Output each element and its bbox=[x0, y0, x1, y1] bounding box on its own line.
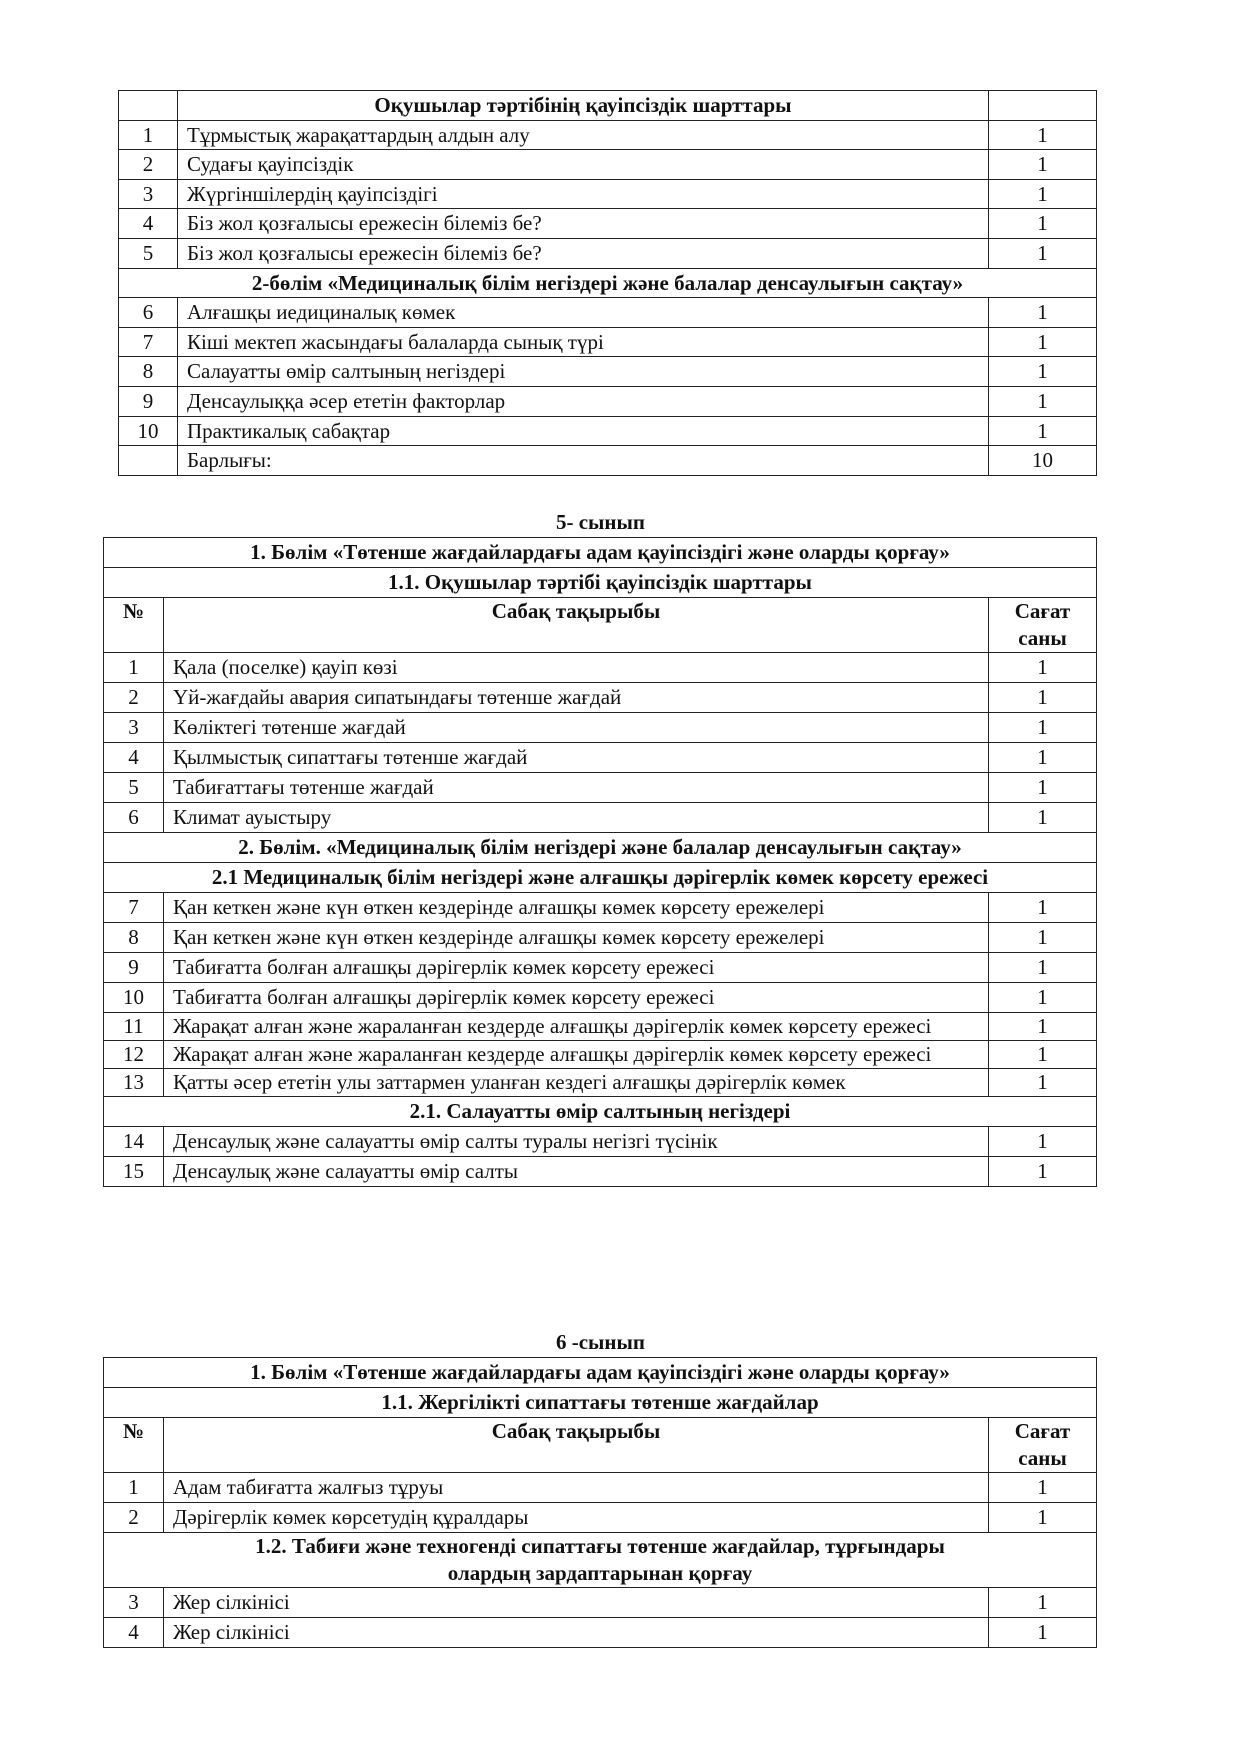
row-hours: 1 bbox=[989, 120, 1097, 150]
total-label: Барлығы: bbox=[178, 446, 989, 476]
row-number: 2 bbox=[104, 683, 164, 713]
blank-cell bbox=[989, 91, 1097, 121]
section-row bbox=[104, 833, 1097, 863]
row-hours: 1 bbox=[989, 1041, 1097, 1069]
col-header-number: № bbox=[104, 598, 164, 653]
row-topic: Біз жол қозғалысы ережесін білеміз бе? bbox=[178, 238, 989, 268]
row-number: 10 bbox=[119, 416, 178, 446]
row-topic: Қан кеткен және күн өткен кездерінде алғашқы көмек көрсету ережелері bbox=[164, 893, 989, 923]
row-hours: 1 bbox=[989, 683, 1097, 713]
table-row bbox=[104, 953, 1097, 983]
column-header-row bbox=[104, 1418, 1097, 1473]
table-row bbox=[119, 357, 1097, 387]
col-header-number: № bbox=[104, 1418, 164, 1473]
section-heading: 2-бөлім «Медициналық білім негіздері және балалар денсаулығын сақтау» bbox=[119, 268, 1097, 298]
table-row bbox=[104, 1041, 1097, 1069]
total-value: 10 bbox=[989, 446, 1097, 476]
grade5-table bbox=[103, 537, 1097, 1187]
row-number: 8 bbox=[104, 923, 164, 953]
row-hours: 1 bbox=[989, 983, 1097, 1013]
row-hours: 1 bbox=[989, 1157, 1097, 1187]
col-header-topic: Сабақ тақырыбы bbox=[164, 598, 989, 653]
row-number: 1 bbox=[104, 653, 164, 683]
table-row bbox=[119, 327, 1097, 357]
subsection-heading: 2.1 Медициналық білім негіздері және алғашқы дәрігерлік көмек көрсету ережесі bbox=[104, 863, 1097, 893]
row-topic: Дәрігерлік көмек көрсетудің құралдары bbox=[164, 1503, 989, 1533]
row-topic: Қатты әсер ететін улы заттармен уланған кездегі алғашқы дәрігерлік көмек bbox=[164, 1069, 989, 1097]
row-number: 12 bbox=[104, 1041, 164, 1069]
row-number: 2 bbox=[104, 1503, 164, 1533]
row-number: 13 bbox=[104, 1069, 164, 1097]
table-row bbox=[104, 1013, 1097, 1041]
table-row bbox=[119, 120, 1097, 150]
row-hours: 1 bbox=[989, 953, 1097, 983]
row-topic: Қан кеткен және күн өткен кездерінде алғашқы көмек көрсету ережелері bbox=[164, 923, 989, 953]
row-topic: Кіші мектеп жасындағы балаларда сынық түрі bbox=[178, 327, 989, 357]
row-topic: Көліктегі төтенше жағдай bbox=[164, 713, 989, 743]
subsection-heading: 1.1. Оқушылар тәртібі қауіпсіздік шарттары bbox=[104, 568, 1097, 598]
row-topic: Қылмыстық сипаттағы төтенше жағдай bbox=[164, 743, 989, 773]
section-heading: 1. Бөлім «Төтенше жағдайлардағы адам қауіпсіздігі және оларды қорғау» bbox=[104, 538, 1097, 568]
row-topic: Жарақат алған және жараланған кездерде алғашқы дәрігерлік көмек көрсету ережесі bbox=[164, 1041, 989, 1069]
table-row bbox=[119, 386, 1097, 416]
col-header-topic: Сабақ тақырыбы bbox=[164, 1418, 989, 1473]
row-number: 3 bbox=[104, 713, 164, 743]
row-topic: Денсаулық және салауатты өмір салты туралы негізгі түсінік bbox=[164, 1127, 989, 1157]
table-row bbox=[119, 209, 1097, 239]
row-topic: Жүргіншілердің қауіпсіздігі bbox=[178, 179, 989, 209]
row-hours: 1 bbox=[989, 743, 1097, 773]
row-hours: 1 bbox=[989, 923, 1097, 953]
table-row bbox=[104, 713, 1097, 743]
table-row bbox=[119, 416, 1097, 446]
section-row bbox=[104, 538, 1097, 568]
row-topic: Үй-жағдайы авария сипатындағы төтенше жағдай bbox=[164, 683, 989, 713]
row-number: 1 bbox=[119, 120, 178, 150]
table-row bbox=[104, 1473, 1097, 1503]
safety-rules-table bbox=[118, 90, 1097, 476]
row-topic: Алғашқы иедициналық көмек bbox=[178, 298, 989, 328]
row-number: 1 bbox=[104, 1473, 164, 1503]
row-hours: 1 bbox=[989, 803, 1097, 833]
blank-cell bbox=[119, 91, 178, 121]
subsection-heading: 2.1. Салауатты өмір салтының негіздері bbox=[104, 1097, 1097, 1127]
table-row bbox=[104, 893, 1097, 923]
row-hours: 1 bbox=[989, 1127, 1097, 1157]
column-header-row bbox=[104, 598, 1097, 653]
col-header-hours: Сағат саны bbox=[989, 598, 1097, 653]
row-hours: 1 bbox=[989, 179, 1097, 209]
row-topic: Табиғатта болған алғашқы дәрігерлік көмек көрсету ережесі bbox=[164, 953, 989, 983]
row-number: 3 bbox=[119, 179, 178, 209]
table-header-row bbox=[119, 91, 1097, 121]
table-row bbox=[104, 773, 1097, 803]
section-row bbox=[104, 1358, 1097, 1388]
table-row bbox=[104, 983, 1097, 1013]
row-number: 15 bbox=[104, 1157, 164, 1187]
row-number: 6 bbox=[104, 803, 164, 833]
subsection-row bbox=[104, 863, 1097, 893]
row-number: 7 bbox=[119, 327, 178, 357]
grade5-caption: 5- сынып bbox=[555, 510, 646, 534]
row-number: 9 bbox=[119, 386, 178, 416]
row-topic: Тұрмыстық жарақаттардың алдын алу bbox=[178, 120, 989, 150]
section-row bbox=[119, 268, 1097, 298]
subsection-row bbox=[104, 568, 1097, 598]
row-topic: Жарақат алған және жараланған кездерде алғашқы дәрігерлік көмек көрсету ережесі bbox=[164, 1013, 989, 1041]
row-number: 5 bbox=[119, 238, 178, 268]
row-hours: 1 bbox=[989, 713, 1097, 743]
row-hours: 1 bbox=[989, 893, 1097, 923]
subsection-row bbox=[104, 1097, 1097, 1127]
section-heading: Оқушылар тәртібінің қауіпсіздік шарттары bbox=[178, 91, 989, 121]
row-hours: 1 bbox=[989, 238, 1097, 268]
subsection-heading: 1.1. Жергілікті сипаттағы төтенше жағдайлар bbox=[104, 1388, 1097, 1418]
table-row bbox=[104, 1588, 1097, 1618]
row-hours: 1 bbox=[989, 209, 1097, 239]
table-row bbox=[104, 683, 1097, 713]
row-number: 5 bbox=[104, 773, 164, 803]
row-topic: Судағы қауіпсіздік bbox=[178, 150, 989, 180]
row-topic: Адам табиғатта жалғыз тұруы bbox=[164, 1473, 989, 1503]
table-row bbox=[104, 923, 1097, 953]
table-row bbox=[104, 1127, 1097, 1157]
subsection-row bbox=[104, 1388, 1097, 1418]
blank-cell bbox=[119, 446, 178, 476]
row-number: 11 bbox=[104, 1013, 164, 1041]
row-hours: 1 bbox=[989, 1503, 1097, 1533]
row-number: 9 bbox=[104, 953, 164, 983]
row-number: 6 bbox=[119, 298, 178, 328]
grade6-table bbox=[103, 1357, 1097, 1648]
row-number: 8 bbox=[119, 357, 178, 387]
table-row bbox=[104, 803, 1097, 833]
row-hours: 1 bbox=[989, 1013, 1097, 1041]
subsection-row bbox=[104, 1533, 1097, 1588]
row-topic: Климат ауыстыру bbox=[164, 803, 989, 833]
row-hours: 1 bbox=[989, 386, 1097, 416]
row-hours: 1 bbox=[989, 653, 1097, 683]
row-hours: 1 bbox=[989, 357, 1097, 387]
row-number: 4 bbox=[104, 743, 164, 773]
row-hours: 1 bbox=[989, 298, 1097, 328]
section-heading: 2. Бөлім. «Медициналық білім негіздері және балалар денсаулығын сақтау» bbox=[104, 833, 1097, 863]
row-topic: Табиғатта болған алғашқы дәрігерлік көмек көрсету ережесі bbox=[164, 983, 989, 1013]
row-hours: 1 bbox=[989, 1588, 1097, 1618]
row-hours: 1 bbox=[989, 416, 1097, 446]
table-row bbox=[119, 298, 1097, 328]
row-topic: Табиғаттағы төтенше жағдай bbox=[164, 773, 989, 803]
row-topic: Жер сілкінісі bbox=[164, 1588, 989, 1618]
row-number: 3 bbox=[104, 1588, 164, 1618]
row-hours: 1 bbox=[989, 773, 1097, 803]
row-topic: Қала (поселке) қауіп көзі bbox=[164, 653, 989, 683]
table-row bbox=[104, 1157, 1097, 1187]
section-heading: 1. Бөлім «Төтенше жағдайлардағы адам қауіпсіздігі және оларды қорғау» bbox=[104, 1358, 1097, 1388]
table-row bbox=[104, 1618, 1097, 1648]
row-hours: 1 bbox=[989, 1473, 1097, 1503]
total-row bbox=[119, 446, 1097, 476]
row-hours: 1 bbox=[989, 150, 1097, 180]
table-row bbox=[119, 238, 1097, 268]
col-header-hours: Сағат саны bbox=[989, 1418, 1097, 1473]
row-number: 4 bbox=[119, 209, 178, 239]
row-hours: 1 bbox=[989, 327, 1097, 357]
subsection-heading: 1.2. Табиғи және техногенді сипаттағы төтенше жағдайлар, тұрғындары олардың зардаптарынан қорғау bbox=[104, 1533, 1097, 1588]
row-hours: 1 bbox=[989, 1069, 1097, 1097]
row-topic: Жер сілкінісі bbox=[164, 1618, 989, 1648]
table-row bbox=[104, 1503, 1097, 1533]
row-topic: Біз жол қозғалысы ережесін білеміз бе? bbox=[178, 209, 989, 239]
table-row bbox=[104, 743, 1097, 773]
row-number: 10 bbox=[104, 983, 164, 1013]
table-row bbox=[104, 1069, 1097, 1097]
table-row bbox=[119, 150, 1097, 180]
row-number: 7 bbox=[104, 893, 164, 923]
row-topic: Салауатты өмір салтының негіздері bbox=[178, 357, 989, 387]
row-number: 4 bbox=[104, 1618, 164, 1648]
grade6-caption: 6 -сынып bbox=[555, 1330, 646, 1354]
row-hours: 1 bbox=[989, 1618, 1097, 1648]
table-row bbox=[119, 179, 1097, 209]
row-number: 2 bbox=[119, 150, 178, 180]
row-topic: Денсаулық және салауатты өмір салты bbox=[164, 1157, 989, 1187]
table-row bbox=[104, 653, 1097, 683]
row-topic: Практикалық сабақтар bbox=[178, 416, 989, 446]
row-number: 14 bbox=[104, 1127, 164, 1157]
row-topic: Денсаулыққа әсер ететін факторлар bbox=[178, 386, 989, 416]
